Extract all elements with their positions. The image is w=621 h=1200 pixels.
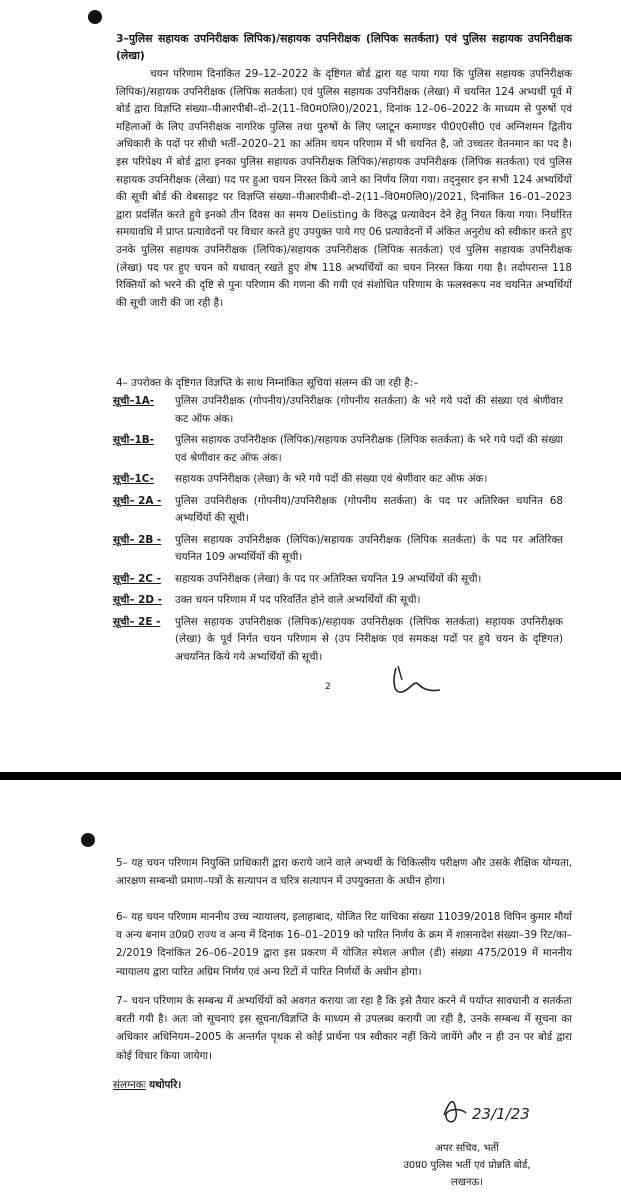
list-item-label: सूची– 2B - — [113, 533, 162, 546]
section-heading: 3–पुलिस सहायक उपनिरीक्षक लिपिक)/सहायक उपनिरीक्षक (लिपिक सतर्कता) एवं पुलिस सहायक उपनिरीक्षक (लेखा) — [116, 32, 572, 62]
list-item — [113, 592, 563, 610]
attachment-value: यथोपरि। — [149, 1079, 182, 1091]
list-item — [113, 614, 563, 667]
list-item-label: सूची–1A- — [113, 395, 155, 407]
list-item-label: सूची– 2A - — [113, 494, 162, 507]
paragraph-6: 6– यह चयन परिणाम माननीय उच्च न्यायालय, इलाहाबाद, योजित रिट याचिका संख्या 11039/2018 विपिन कुमार मौर्या व अन्य बनाम उ0प्र0 राज्य व अन्य में दिनांक 16–01–2019 को पारित निर्णय के क्रम में शासनादेश संख्या–39 रिट/का–2/2019 दिनांकित 26–06–2019 द्वारा इस प्रकरण में योजित स्पेशल अपील (डी) संख्या 475/2019 में माननीय न्यायालय द्वारा पारित अग्रिम निर्णय एवं अन्य रिटों में पारित निर्णयों के अधीन होगा। — [116, 911, 572, 978]
list-item — [113, 571, 563, 589]
signatory-title: अपर सचिव, भर्ती — [435, 1143, 499, 1154]
paragraph-5: 5– यह चयन परिणाम नियुक्ति प्राधिकारी द्वारा कराये जाने वाले अभ्यर्थी के चिकित्सीय परीक्षण और उसके शैक्षिक योग्यता, आरक्षण सम्बन्धी प्रमाण–पत्रों के सत्यापन व चरित्र सत्यापन में उपयुक्तता के अधीन होगा। — [116, 857, 572, 888]
list-item — [113, 532, 563, 567]
list-item-text: पुलिस उपनिरीक्षक (गोपनीय)/उपनिरीक्षक (गोपनीय सतर्कता) के भरे गये पदों की संख्या एवं श्रेणीवार कट ऑफ अंक। — [175, 395, 563, 425]
list-item — [113, 432, 563, 467]
list-item — [113, 471, 563, 489]
list-item — [113, 493, 563, 528]
list-item-label: सूची–1C- — [113, 473, 154, 485]
signature-scribble — [388, 662, 448, 702]
paragraph-3: चयन परिणाम दिनांकित 29–12–2022 के दृष्टिगत बोर्ड द्वारा यह पाया गया कि पुलिस सहायक उपनिरीक्षक लिपिक)/सहायक उपनिरीक्षक (लिपिक सतर्कता) एवं पुलिस सहायक उपनिरीक्षक (लेखा) में चयनित 124 अभ्यर्थी पूर्व में बोर्ड द्वारा विज्ञप्ति संख्या–पीआरपीबी–दो–2(11–वि0म0लि0)/2021, दिनांक 12–06–2022 के माध्यम से पुरुषों एवं महिलाओं के लिए उपनिरीक्षक नागरिक पुलिस तथा पुरुषों के लिए प्लाटून कमाण्डर पी0ए0सी0 एवं अग्निशमन द्वितीय अधिकारी के पदों पर सीधी भर्ती–2020–21 का अंतिम चयन परिणाम में भी चयनित है, जो उच्चतर वेतनमान का पद है। इस परिपेक्ष्य में बोर्ड द्वारा इनका पुलिस सहायक उपनिरीक्षक लिपिक)/सहायक उपनिरीक्षक (लिपिक सतर्कता) एवं पुलिस सहायक उपनिरीक्षक (लेखा) पद पर हुआ चयन निरस्त किये जाने का निर्णय लिया गया। तद्नुसार इन सभी 124 अभ्यर्थियों की सूची बोर्ड की वेबसाइट पर विज्ञप्ति संख्या–पीआरपीबी–दो–2(11–वि0म0लि0)/2021, दिनांकित 16–01–2023 द्वारा प्रदर्शित करते हुये इनको तीन दिवस का समय Delisting के विरुद्ध प्रत्यावेदन देने हेतु नियत किया गया। निर्धारित समयावधि में प्राप्त प्रत्यावेदनों पर विचार करते हुए उपयुक्त पाये गए 06 प्रत्यावेदनों में अंकित अनुरोध को स्वीकार करते हुए उनके पुलिस सहायक उपनिरीक्षक (लिपिक)/सहायक उपनिरीक्षक (लिपिक सतर्कता) एवं पुलिस सहायक उपनिरीक्षक (लेखा) पद पर हुए चयन को यथावत् रखते हुए शेष 118 अभ्यर्थियों का चयन निरस्त किया गया है। तदोपरान्त 118 रिक्तियों को भरने की दृष्टि से पुनः परिणाम की गणना की गयी एवं संशोधित परिणाम के फलस्वरूप नव चयनित अभ्यर्थियों की सूची जारी की जा रही है। — [116, 68, 572, 309]
list-item — [113, 393, 563, 428]
list-item-label: सूची– 2E - — [113, 615, 161, 628]
signatory-office: उ0प्र0 पुलिस भर्ती एवं प्रोन्नति बोर्ड, — [403, 1160, 531, 1171]
list-item-text: सहायक उपनिरीक्षक (लेखा) के पद पर अतिरिक्त चयनित 19 अभ्यर्थियों की सूची। — [175, 572, 482, 585]
page-number: 2 — [325, 682, 331, 692]
list-item-text: पुलिस सहायक उपनिरीक्षक (लिपिक)/सहायक उपनिरीक्षक (लिपिक सतर्कता) के पद पर अतिरिक्त चयनित 109 अभ्यर्थियों की सूची। — [175, 533, 563, 563]
paragraph-4: 4– उपरोक्त के दृष्टिगत विज्ञप्ति के साथ निम्नांकित सूचियां संलग्न की जा रही है:– — [116, 377, 419, 389]
list-item-text: पुलिस उपनिरीक्षक (गोपनीय)/उपनिरीक्षक (गोपनीय सतर्कता) के पद पर अतिरिक्त चयनित 68 अभ्यर्थियों की सूची। — [175, 494, 563, 524]
attachment-label: संलग्नकः — [113, 1079, 146, 1091]
list-item-text: पुलिस सहायक उपनिरीक्षक (लिपिक)/सहायक उपनिरीक्षक (लिपिक सतर्कता) के भरे गये पदों की संख्या एवं श्रेणीवार कट ऑफ अंक। — [175, 434, 563, 464]
list-item-text: सहायक उपनिरीक्षक (लेखा) के भरे गये पदों की संख्या एवं श्रेणीवार कट ऑफ अंक। — [175, 473, 488, 485]
attachment-list — [113, 393, 563, 670]
punch-hole — [88, 10, 102, 24]
signatory-city: लखनऊ। — [450, 1177, 484, 1188]
punch-hole — [81, 833, 95, 847]
signatory-block — [392, 1140, 542, 1191]
list-item-label: सूची– 2C - — [113, 572, 161, 585]
list-item-text: पुलिस सहायक उपनिरीक्षक (लिपिक)/सहायक उपनिरीक्षक (लिपिक सतर्कता) सहायक उपनिरीक्षक (लेखा) के पूर्व निर्गत चयन परिणाम से (उप निरीक्षक एवं समकक्ष पदों पर हुये चयन के दृष्टिगत) अचयनित किये गये अभ्यर्थियों की सूची। — [175, 615, 563, 663]
list-item-label: सूची– 2D - — [113, 594, 162, 606]
signature-date: 23/1/23 — [472, 1105, 530, 1123]
list-item-label: सूची–1B- — [113, 434, 154, 446]
officer-signature — [440, 1093, 550, 1129]
document-page-2 — [0, 780, 621, 1200]
paragraph-7: 7– चयन परिणाम के सम्बन्ध में अभ्यर्थियों को अवगत कराया जा रहा है कि इसे तैयार करने में पर्याप्त सावधानी व सतर्कता बरती गयी है। अतः जो सूचनाएं इस सूचना/विज्ञप्ति के माध्यम से उपलब्ध करायी जा रही है, उनके सम्बन्ध में सूचना का अधिकार अधिनियम–2005 के अन्तर्गत पृथक से कोई प्रार्थना पत्र स्वीकार नहीं किये जायेंगे और न ही उन पर बोर्ड द्वारा कोई विचार किया जायेगा। — [116, 995, 572, 1062]
list-item-text: उक्त चयन परिणाम में पद परिवर्तित होने वाले अभ्यर्थियों की सूची। — [175, 594, 421, 606]
attachment-note — [113, 1078, 181, 1092]
